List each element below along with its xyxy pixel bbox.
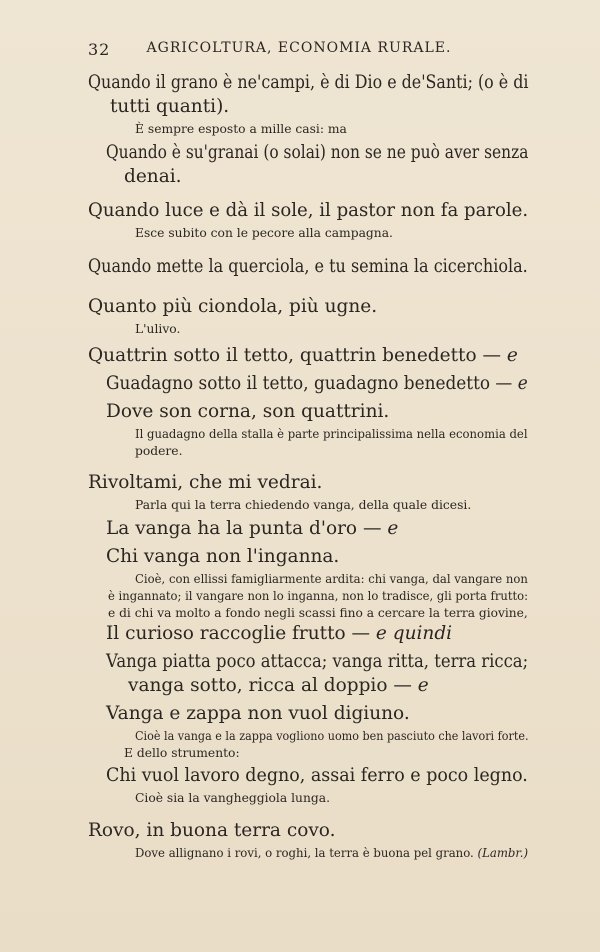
- proverb-line: denai.: [124, 166, 182, 187]
- connector-word: e: [387, 518, 399, 539]
- proverb-line: tutti quanti).: [110, 96, 230, 117]
- gloss-line: [135, 846, 528, 860]
- proverb-line: Vanga e zappa non vuol digiuno.: [106, 703, 410, 724]
- proverb-line: [106, 623, 452, 644]
- proverb-text: La vanga ha la punta d'oro —: [106, 518, 382, 539]
- gloss-line: è ingannato; il vangare non lo inganna, non lo tradisce, gli porta frutto:: [108, 589, 529, 603]
- proverb-text: Il curioso raccoglie frutto —: [106, 623, 371, 644]
- connector-word: e quindi: [375, 623, 453, 644]
- gloss-line: È sempre esposto a mille casi: ma: [135, 122, 347, 136]
- proverb-text: vanga sotto, ricca al doppio —: [128, 675, 412, 696]
- gloss-line: Cioè la vanga e la zappa vogliono uomo ben pasciuto che lavori forte.: [135, 729, 529, 743]
- proverb-line: Dove son corna, son quattrini.: [106, 401, 390, 422]
- running-title: AGRICOLTURA, ECONOMIA RURALE.: [146, 40, 452, 56]
- proverb-line: Quando il grano è ne'campi, è di Dio e de'Santi; (o è di: [88, 72, 529, 93]
- gloss-line: podere.: [135, 444, 183, 458]
- connector-word: e: [417, 675, 429, 696]
- proverb-line: Chi vanga non l'inganna.: [106, 546, 340, 567]
- source-citation: (Lambr.): [477, 846, 529, 860]
- gloss-line: L'ulivo.: [135, 322, 181, 336]
- gloss-line: Cioè, con ellissi famigliarmente ardita: chi vanga, dal vangare non: [135, 572, 528, 586]
- proverb-line: [128, 675, 429, 696]
- gloss-line: e di chi va molto a fondo negli scassi fino a cercare la terra giovine,: [108, 606, 528, 620]
- proverb-line: Quando è su'granai (o solai) non se ne può aver senza: [106, 142, 529, 163]
- proverb-line: Chi vuol lavoro degno, assai ferro e poco legno.: [106, 765, 528, 786]
- connector-word: e: [506, 345, 518, 366]
- proverb-line: Quanto più ciondola, più ugne.: [88, 296, 378, 317]
- proverb-line: Vanga piatta poco attacca; vanga ritta, terra ricca;: [106, 651, 529, 672]
- gloss-line: E dello strumento:: [124, 746, 240, 760]
- proverb-line: Rovo, in buona terra covo.: [88, 820, 336, 841]
- proverb-line: [106, 518, 398, 539]
- gloss-line: Parla qui la terra chiedendo vanga, della quale dicesi.: [135, 498, 472, 512]
- connector-word: e: [517, 373, 528, 394]
- gloss-line: Cioè sia la vangheggiola lunga.: [135, 791, 330, 805]
- gloss-line: Il guadagno della stalla è parte principalissima nella economia del: [135, 427, 528, 441]
- proverb-text: Quattrin sotto il tetto, quattrin benedetto —: [88, 345, 501, 366]
- proverb-text: Guadagno sotto il tetto, guadagno benedetto —: [106, 373, 513, 394]
- proverb-line: Quando luce e dà il sole, il pastor non fa parole.: [88, 200, 529, 221]
- gloss-line: Esce subito con le pecore alla campagna.: [135, 226, 393, 240]
- gloss-text: Dove allignano i rovi, o roghi, la terra è buona pel grano.: [135, 846, 474, 860]
- proverb-line: [106, 373, 528, 394]
- proverb-line: [88, 345, 518, 366]
- proverb-line: Rivoltami, che mi vedrai.: [88, 472, 323, 493]
- proverb-line: Quando mette la querciola, e tu semina la cicerchiola.: [88, 256, 528, 277]
- page-number: 32: [88, 40, 111, 59]
